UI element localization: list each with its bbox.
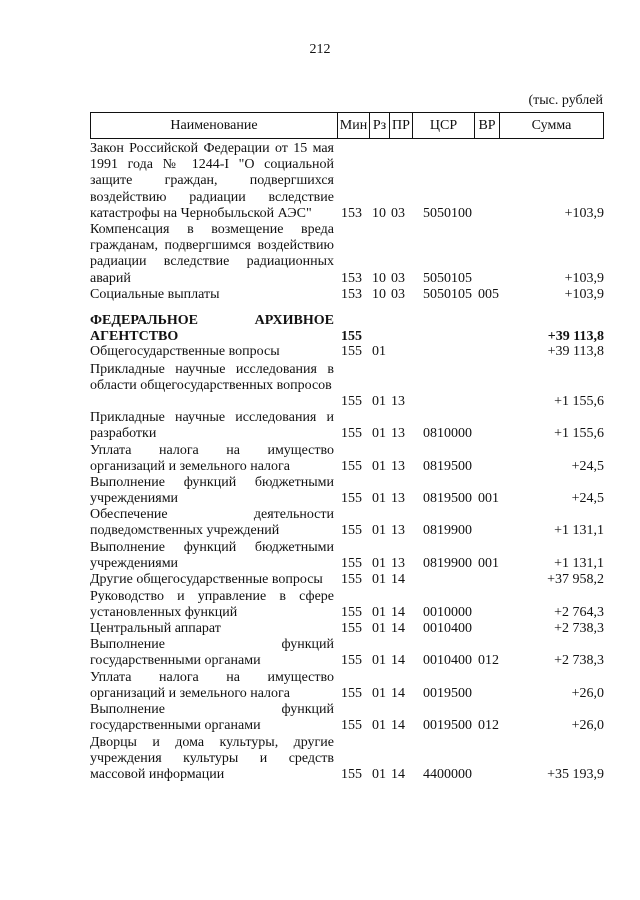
row-name: Уплата налога на имущество организаций и земельного налога [90, 670, 334, 702]
row-csr: 0010400 [423, 621, 472, 636]
row-min: 155 [341, 556, 362, 571]
row-sum: +37 958,2 [547, 572, 604, 587]
row-values [90, 459, 604, 475]
row-min: 155 [341, 686, 362, 701]
row-values [90, 686, 604, 702]
row-pr: 03 [391, 271, 405, 286]
row-min: 155 [341, 491, 362, 506]
row-sum: +103,9 [564, 206, 604, 221]
row-csr: 0810000 [423, 426, 472, 441]
row-pr: 14 [391, 767, 405, 782]
row-values [90, 605, 604, 621]
row-name: Уплата налога на имущество организаций и земельного налога [90, 443, 334, 475]
row-sum: +103,9 [564, 287, 604, 302]
row-rz: 10 [372, 287, 386, 302]
row-values [90, 287, 604, 303]
row-csr: 0019500 [423, 718, 472, 733]
row-name: Руководство и управление в сфере установленных функций [90, 589, 334, 621]
row-values [90, 394, 604, 410]
row-sum: +2 738,3 [554, 621, 604, 636]
row-min: 155 [341, 572, 362, 587]
row-sum: +1 131,1 [554, 523, 604, 538]
header-pr: ПР [389, 113, 412, 138]
row-vr: 012 [478, 718, 499, 733]
row-min: 153 [341, 287, 362, 302]
row-csr: 5050100 [423, 206, 472, 221]
header-vr: ВР [474, 113, 499, 138]
header-name: Наименование [170, 118, 258, 133]
row-pr: 14 [391, 686, 405, 701]
row-name: ФЕДЕРАЛЬНОЕ АРХИВНОЕ АГЕНТСТВО [90, 313, 334, 345]
row-rz: 01 [372, 621, 386, 636]
row-pr: 14 [391, 621, 405, 636]
row-sum: +39 113,8 [547, 329, 604, 344]
row-values [90, 271, 604, 287]
row-pr: 13 [391, 491, 405, 506]
row-name: Другие общегосударственные вопросы [90, 572, 323, 587]
row-pr: 13 [391, 394, 405, 409]
row-name: Выполнение функций бюджетными учреждениями [90, 475, 334, 507]
row-name: Прикладные научные исследования и разработки [90, 410, 334, 442]
row-csr: 5050105 [423, 287, 472, 302]
row-sum: +35 193,9 [547, 767, 604, 782]
row-rz: 01 [372, 491, 386, 506]
row-vr: 005 [478, 287, 499, 302]
row-sum: +26,0 [571, 686, 604, 701]
row-name: Социальные выплаты [90, 287, 220, 302]
row-pr: 03 [391, 206, 405, 221]
row-min: 155 [341, 394, 362, 409]
row-pr: 14 [391, 572, 405, 587]
row-sum: +1 155,6 [554, 426, 604, 441]
row-csr: 0819900 [423, 523, 472, 538]
row-sum: +1 155,6 [554, 394, 604, 409]
row-pr: 13 [391, 556, 405, 571]
row-rz: 01 [372, 718, 386, 733]
row-name: Закон Российской Федерации от 15 мая 1991 года № 1244-I "О социальной защите граждан, подвергшихся воздействию радиации вследствие катастрофы на Чернобыльской АЭС" [90, 141, 334, 221]
row-pr: 14 [391, 718, 405, 733]
row-pr: 14 [391, 653, 405, 668]
row-csr: 0010000 [423, 605, 472, 620]
row-values [90, 556, 604, 572]
row-name: Выполнение функций бюджетными учреждениями [90, 540, 334, 572]
row-name: Выполнение функций государственными органами [90, 702, 334, 734]
row-sum: +24,5 [571, 491, 604, 506]
row-rz: 01 [372, 523, 386, 538]
row-name: Выполнение функций государственными органами [90, 637, 334, 669]
row-values [90, 572, 604, 588]
row-vr: 001 [478, 556, 499, 571]
row-rz: 01 [372, 344, 386, 359]
header-min: Мин [337, 113, 369, 138]
row-csr: 0019500 [423, 686, 472, 701]
row-pr: 13 [391, 426, 405, 441]
row-name: Компенсация в возмещение вреда гражданам, подвергшимся воздействию радиации вследствие радиационных аварий [90, 222, 334, 286]
row-values [90, 621, 604, 637]
row-values [90, 718, 604, 734]
row-rz: 01 [372, 653, 386, 668]
row-name: Центральный аппарат [90, 621, 221, 636]
row-csr: 0819900 [423, 556, 472, 571]
row-sum: +103,9 [564, 271, 604, 286]
row-name: Общегосударственные вопросы [90, 344, 280, 359]
row-name: Дворцы и дома культуры, другие учреждения культуры и средств массовой информации [90, 735, 334, 783]
table-header [90, 112, 604, 139]
row-values [90, 426, 604, 442]
row-sum: +26,0 [571, 718, 604, 733]
row-values [90, 523, 604, 539]
row-values [90, 653, 604, 669]
header-sum: Сумма [499, 113, 603, 138]
row-name: Обеспечение деятельности подведомственных учреждений [90, 507, 334, 539]
row-values [90, 767, 604, 783]
row-rz: 01 [372, 686, 386, 701]
row-min: 155 [341, 767, 362, 782]
row-min: 155 [341, 605, 362, 620]
row-csr: 0010400 [423, 653, 472, 668]
row-min: 155 [341, 718, 362, 733]
row-min: 155 [341, 426, 362, 441]
row-min: 153 [341, 206, 362, 221]
row-pr: 14 [391, 605, 405, 620]
row-csr: 0819500 [423, 459, 472, 474]
row-rz: 01 [372, 767, 386, 782]
row-rz: 10 [372, 271, 386, 286]
units-note: (тыс. рублей [528, 93, 603, 108]
row-values [90, 344, 604, 360]
row-values [90, 329, 604, 345]
row-pr: 13 [391, 459, 405, 474]
page-number: 212 [309, 42, 331, 57]
row-csr: 5050105 [423, 271, 472, 286]
row-pr: 13 [391, 523, 405, 538]
row-rz: 01 [372, 556, 386, 571]
row-rz: 01 [372, 426, 386, 441]
row-min: 155 [341, 459, 362, 474]
row-min: 153 [341, 271, 362, 286]
row-min: 155 [341, 344, 362, 359]
row-min: 155 [341, 653, 362, 668]
header-csr: ЦСР [412, 113, 474, 138]
row-sum: +39 113,8 [547, 344, 604, 359]
row-csr: 4400000 [423, 767, 472, 782]
row-min: 155 [341, 329, 362, 344]
row-sum: +1 131,1 [554, 556, 604, 571]
row-rz: 10 [372, 206, 386, 221]
row-vr: 001 [478, 491, 499, 506]
row-min: 155 [341, 523, 362, 538]
row-sum: +24,5 [571, 459, 604, 474]
row-vr: 012 [478, 653, 499, 668]
row-rz: 01 [372, 459, 386, 474]
row-name: Прикладные научные исследования в области общегосударственных вопросов [90, 362, 334, 394]
row-values [90, 491, 604, 507]
row-rz: 01 [372, 572, 386, 587]
row-rz: 01 [372, 394, 386, 409]
row-values [90, 206, 604, 222]
row-sum: +2 738,3 [554, 653, 604, 668]
row-sum: +2 764,3 [554, 605, 604, 620]
row-csr: 0819500 [423, 491, 472, 506]
row-pr: 03 [391, 287, 405, 302]
header-rz: Рз [369, 113, 389, 138]
row-min: 155 [341, 621, 362, 636]
row-rz: 01 [372, 605, 386, 620]
